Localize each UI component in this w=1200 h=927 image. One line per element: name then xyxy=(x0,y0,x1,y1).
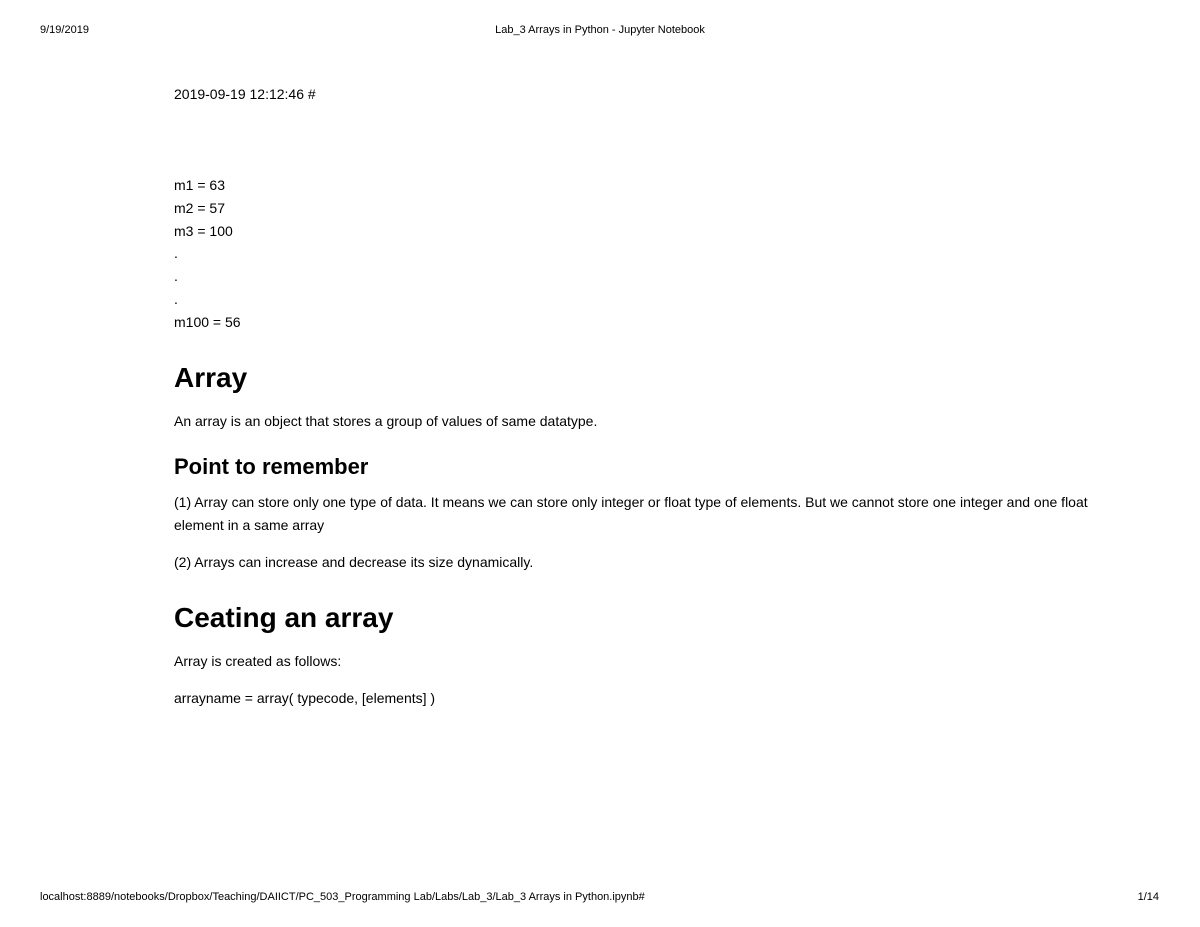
print-footer-page-number: 1/14 xyxy=(1137,891,1159,903)
marks-ellipsis-dot: . xyxy=(174,290,178,307)
marks-ellipsis-dot: . xyxy=(174,268,178,285)
array-definition: An array is an object that stores a group of values of same datatype. xyxy=(174,412,598,429)
point-1-text: (1) Array can store only one type of data. It means we can store only integer or float type of elements. But we cannot store one integer and one float element in a same array xyxy=(174,493,1088,533)
marks-line: m100 = 56 xyxy=(174,313,241,330)
marks-line: m2 = 57 xyxy=(174,199,225,216)
timestamp-text: 2019-09-19 12:12:46 # xyxy=(174,86,316,102)
point-2-text: (2) Arrays can increase and decrease its size dynamically. xyxy=(174,553,534,570)
creating-intro-text: Array is created as follows: xyxy=(174,652,342,669)
marks-line: m1 = 63 xyxy=(174,177,225,193)
notebook-content xyxy=(174,83,1124,724)
marks-line: m3 = 100 xyxy=(174,222,233,239)
creating-array-heading: Ceating an array xyxy=(174,601,394,633)
array-heading: Array xyxy=(174,361,248,393)
print-header-date: 9/19/2019 xyxy=(40,24,89,36)
creating-syntax-text: arrayname = array( typecode, [elements] ) xyxy=(174,689,436,706)
remember-heading: Point to remember xyxy=(174,453,369,479)
marks-ellipsis-dot: . xyxy=(174,245,178,262)
print-footer-url: localhost:8889/notebooks/Dropbox/Teaching/DAIICT/PC_503_Programming Lab/Labs/Lab_3/Lab_3 Arrays in Python.ipynb# xyxy=(40,891,645,903)
marks-example-block xyxy=(174,174,1124,334)
print-header-title: Lab_3 Arrays in Python - Jupyter Notebook xyxy=(495,24,705,36)
